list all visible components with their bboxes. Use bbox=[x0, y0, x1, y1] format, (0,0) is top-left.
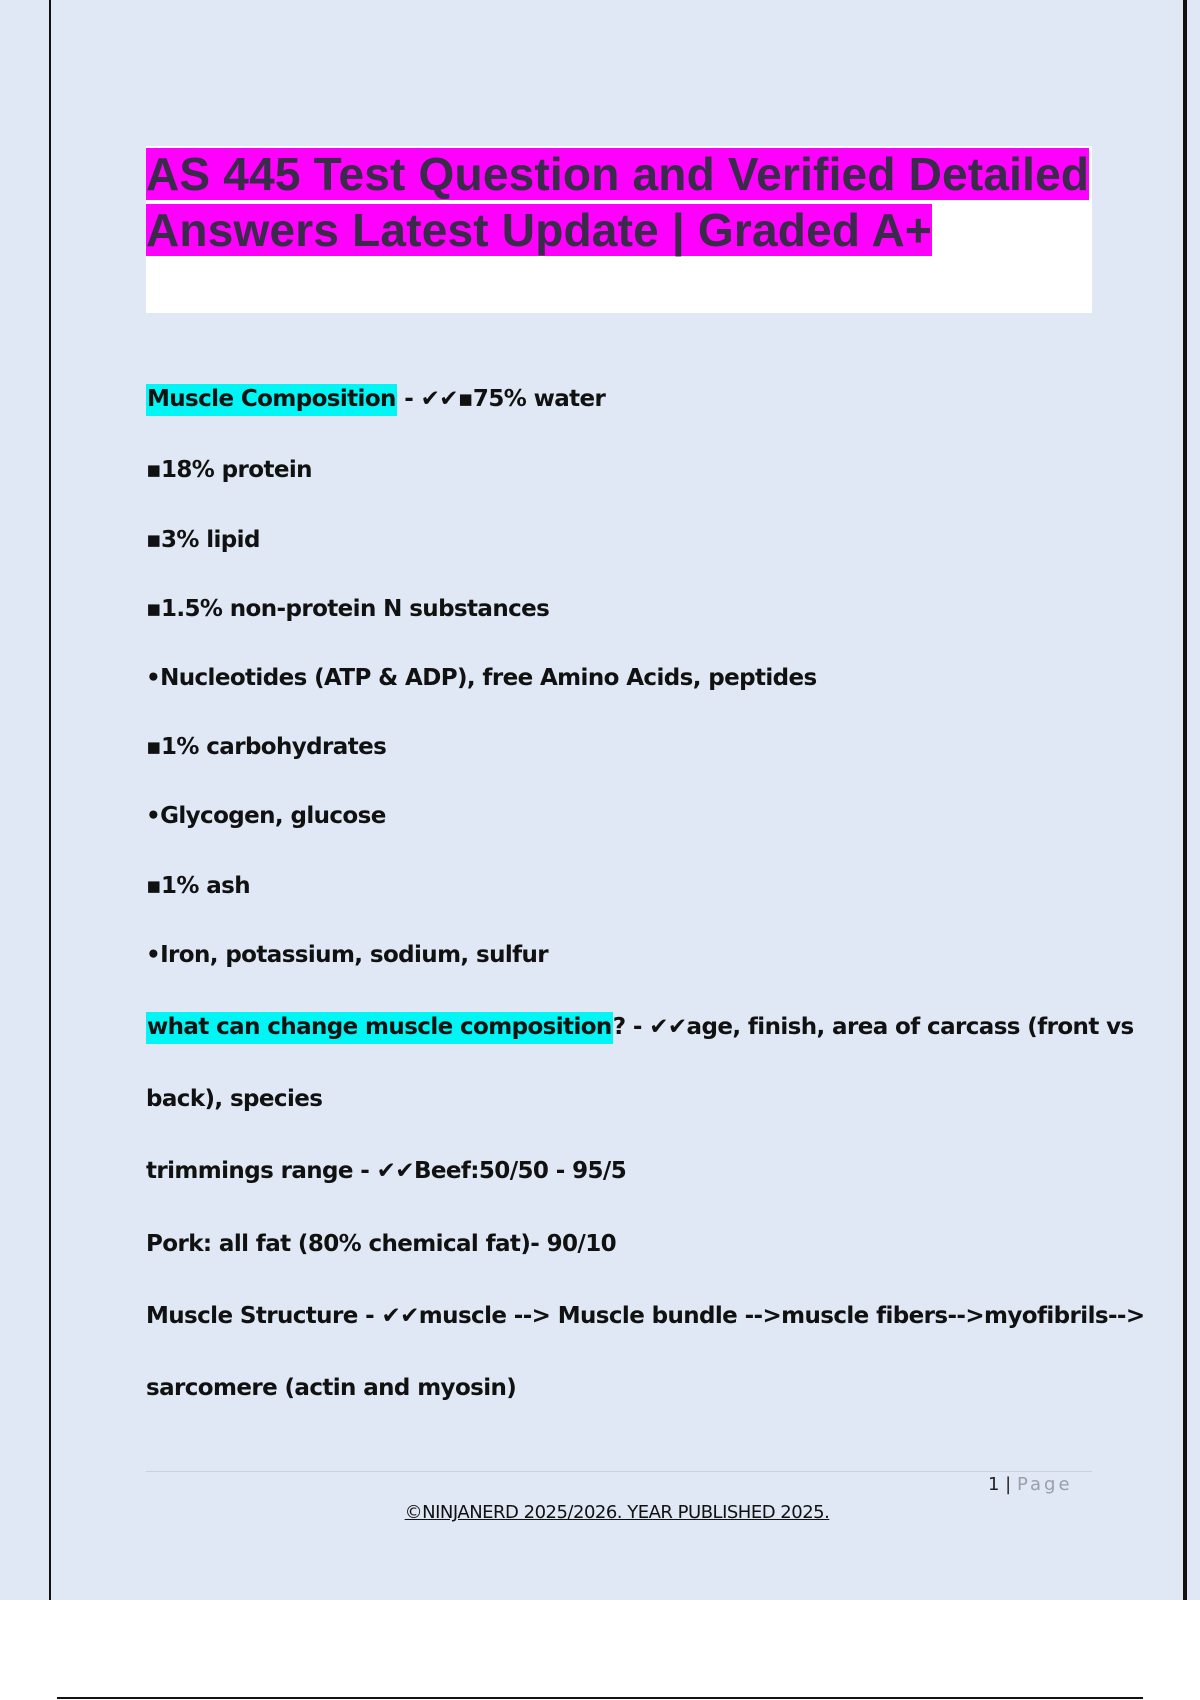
content-line-7: •Glycogen, glucose bbox=[146, 803, 386, 829]
page-left-border bbox=[49, 0, 51, 1600]
page-right-border bbox=[1183, 0, 1187, 1600]
content-line-8: ▪1% ash bbox=[146, 873, 251, 899]
content-line-9: •Iron, potassium, sodium, sulfur bbox=[146, 942, 549, 968]
content-line-1 bbox=[146, 386, 605, 412]
term-highlight-what-can-change: what can change muscle composition bbox=[146, 1012, 613, 1044]
content-line-2: ▪18% protein bbox=[146, 457, 312, 483]
footer-divider bbox=[146, 1471, 1092, 1472]
content-line-15: sarcomere (actin and myosin) bbox=[146, 1375, 517, 1401]
bottom-divider bbox=[57, 1697, 1143, 1699]
title-box bbox=[146, 146, 1092, 313]
line-10-answer: ? - ✔✔age, finish, area of carcass (front vs bbox=[612, 1014, 1134, 1040]
copyright-notice: ©NINJANERD 2025/2026. YEAR PUBLISHED 2025. bbox=[404, 1502, 830, 1523]
content-line-5: •Nucleotides (ATP & ADP), free Amino Acids, peptides bbox=[146, 665, 817, 691]
document-title bbox=[146, 146, 1092, 258]
content-line-6: ▪1% carbohydrates bbox=[146, 734, 387, 760]
content-line-13: Pork: all fat (80% chemical fat)- 90/10 bbox=[146, 1231, 616, 1257]
title-highlight: AS 445 Test Question and Verified Detailed Answers Latest Update | Graded A+ bbox=[146, 148, 1090, 256]
line-1-answer: - ✔✔▪75% water bbox=[396, 386, 606, 412]
content-line-14: Muscle Structure - ✔✔muscle --> Muscle bundle -->muscle fibers-->myofibrils--> bbox=[146, 1303, 1145, 1329]
content-line-3: ▪3% lipid bbox=[146, 527, 260, 553]
page-number: 1 | Page bbox=[988, 1474, 1073, 1495]
content-line-10 bbox=[146, 1014, 1134, 1040]
content-line-11: back), species bbox=[146, 1086, 323, 1112]
term-highlight-muscle-composition: Muscle Composition bbox=[146, 384, 397, 416]
content-line-12: trimmings range - ✔✔Beef:50/50 - 95/5 bbox=[146, 1158, 627, 1184]
content-line-4: ▪1.5% non-protein N substances bbox=[146, 596, 550, 622]
